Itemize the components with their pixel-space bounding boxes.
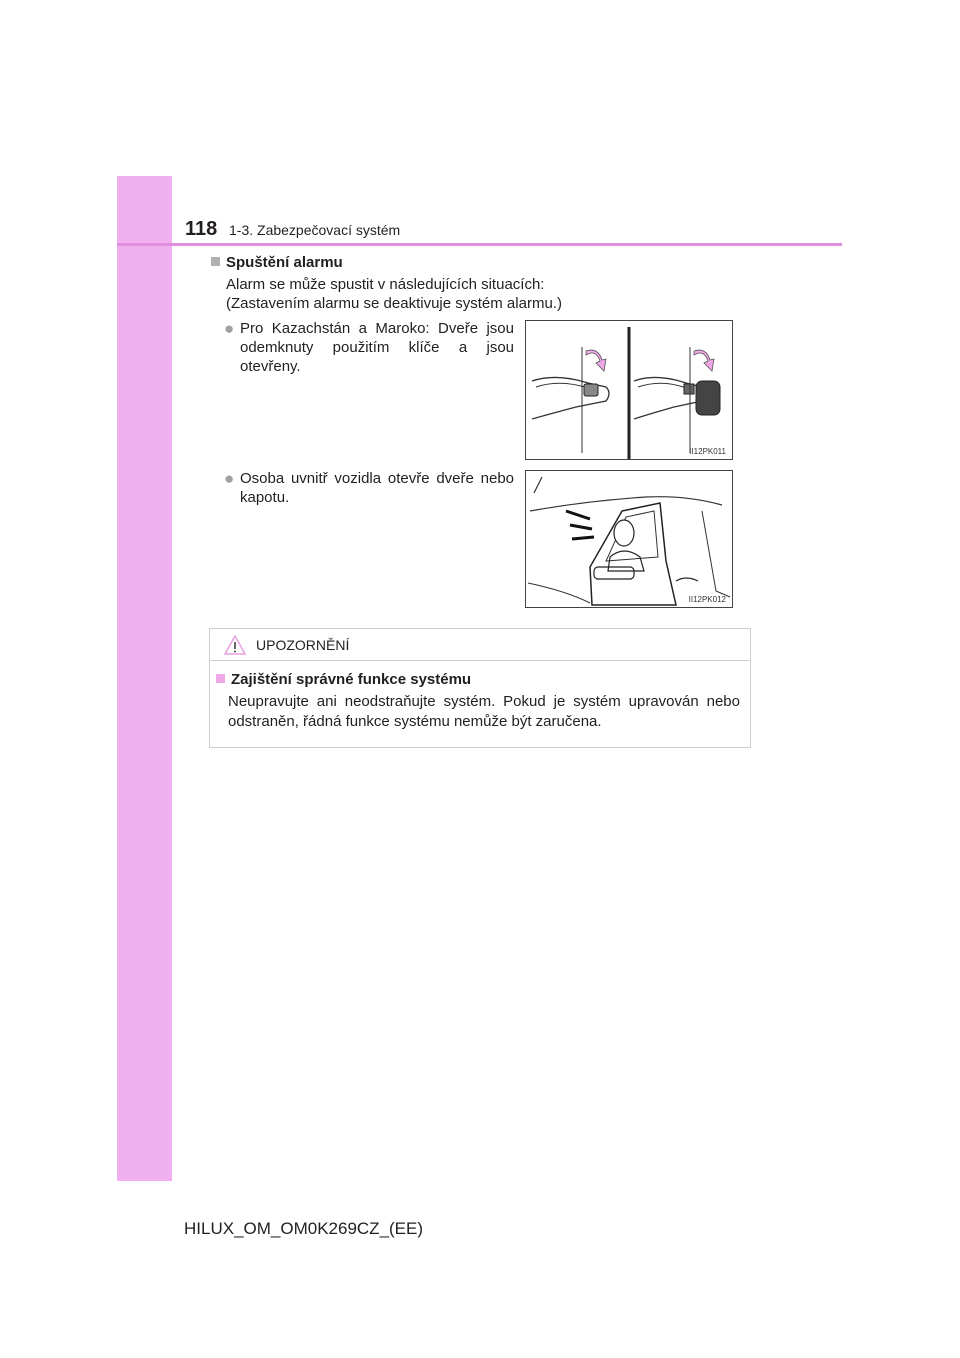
alarm-heading: Spuštění alarmu [211,254,343,271]
alarm-note: (Zastavením alarmu se deaktivuje systém alarmu.) [226,295,562,312]
header-rule [117,243,842,246]
circle-bullet-icon: ● [224,319,235,338]
square-bullet-icon [216,674,225,683]
page-header [185,218,400,241]
warning-header [210,629,750,661]
warning-box [209,628,751,748]
circle-bullet-icon: ● [224,469,235,488]
figure-door-key [525,320,733,460]
warning-text: Neupravujte ani neodstraňujte systém. Pokud je systém upravován nebo odstraněn, řádná funkce systému nemůže být zaručena. [228,693,740,730]
document-code: HILUX_OM_OM0K269CZ_(EE) [184,1219,424,1238]
figure-code: II12PK011 [689,447,726,456]
figure-code: II12PK012 [688,595,726,604]
square-bullet-icon [211,257,220,266]
door-key-illustration [526,321,732,459]
figure-person-door [525,470,733,608]
side-tab [117,176,172,1181]
list-item: ● Osoba uvnitř vozidla otevře dveře nebo kapotu. [224,469,514,506]
warning-triangle-icon [224,635,246,655]
section-title: 1-3. Zabezpečovací systém [229,222,401,238]
alarm-intro: Alarm se může spustit v následujících situacích: [226,276,545,293]
warning-title: UPOZORNĚNÍ [256,636,350,653]
person-opening-door-illustration [526,471,732,607]
warning-heading: Zajištění správné funkce systému [216,671,471,688]
list-item: ● Pro Kazachstán a Maroko: Dveře jsou odemknuty použitím klíče a jsou otevřeny. [224,319,514,375]
page-number: 118 [185,218,218,240]
